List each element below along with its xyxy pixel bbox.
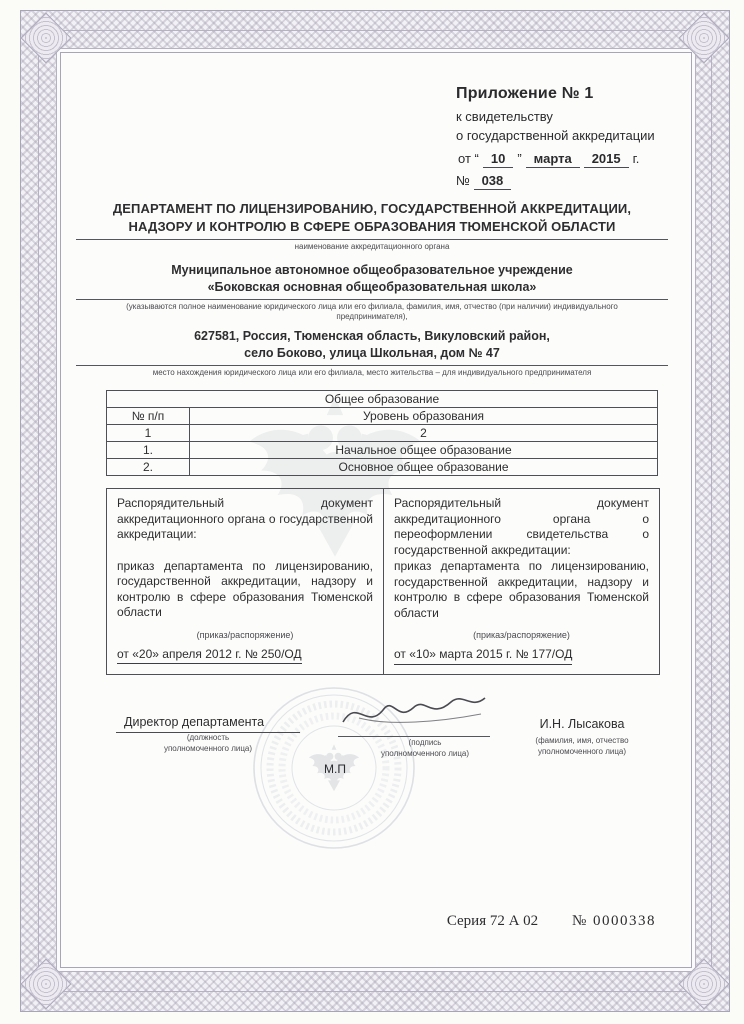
address-line2: село Боково, улица Школьная, дом № 47 bbox=[244, 346, 500, 360]
form-serial-number: № 0000338 bbox=[571, 913, 656, 929]
authority-underline bbox=[76, 239, 668, 240]
order-right-heading: Распорядительный документ аккредитационного органа о переоформлении свидетельства о государственной аккредитации: bbox=[394, 496, 649, 557]
appendix-subtitle-1: к свидетельству bbox=[456, 109, 553, 124]
orders-section bbox=[106, 488, 660, 675]
address-underline bbox=[76, 365, 668, 366]
table-header-npp: № п/п bbox=[107, 408, 190, 425]
table-title: Общее образование bbox=[107, 391, 658, 408]
authority-caption: наименование аккредитационного органа bbox=[294, 242, 450, 251]
accreditation-authority bbox=[58, 200, 686, 252]
date-year: 2015 bbox=[584, 151, 629, 168]
signatory-name-block bbox=[498, 716, 666, 757]
appendix-subtitle-2: о государственной аккредитации bbox=[456, 128, 655, 143]
position-caption-2: уполномоченного лица) bbox=[163, 744, 253, 753]
date-day: 10 bbox=[483, 151, 513, 168]
signature-caption-2: уполномоченного лица) bbox=[380, 749, 470, 758]
order-left-body: приказ департамента по лицензированию, государственной аккредитации, надзору и контролю в сфере образования Тюменской области bbox=[117, 558, 373, 619]
number-value: 038 bbox=[474, 173, 512, 190]
address-block bbox=[58, 328, 686, 378]
appendix-header bbox=[456, 84, 690, 190]
stamp-place-label: М.П bbox=[324, 762, 346, 776]
table-row bbox=[107, 442, 658, 459]
table-row bbox=[107, 459, 658, 476]
order-accreditation-box bbox=[107, 489, 383, 674]
number-label: № bbox=[456, 173, 470, 188]
series-number-line bbox=[0, 913, 656, 930]
address-caption: место нахождения юридического лица или его филиала, место жительства – для индивидуального предпринимателя bbox=[152, 368, 592, 377]
table-row bbox=[107, 425, 658, 442]
name-caption-2: уполномоченного лица) bbox=[537, 747, 627, 756]
table-cell: 1. bbox=[107, 442, 190, 459]
table-header-level: Уровень образования bbox=[190, 408, 658, 425]
name-caption-1: (фамилия, имя, отчество bbox=[535, 736, 629, 745]
order-right-body: приказ департамента по лицензированию, государственной аккредитации, надзору и контролю в сфере образования Тюменской области bbox=[394, 559, 649, 620]
organization-name-line1: Муниципальное автономное общеобразовательное учреждение bbox=[171, 263, 573, 277]
order-left-date: от «20» апреля 2012 г. № 250/ОД bbox=[117, 647, 302, 665]
table-cell: 2 bbox=[190, 425, 658, 442]
date-quote: ” bbox=[517, 151, 522, 166]
order-left-caption: (приказ/распоряжение) bbox=[196, 629, 294, 640]
certificate-date-line bbox=[456, 149, 690, 168]
signatory-name: И.Н. Лысакова bbox=[539, 717, 625, 731]
date-month: марта bbox=[526, 151, 580, 168]
signature-caption-block bbox=[358, 738, 492, 759]
order-reissue-box bbox=[383, 489, 659, 674]
table-header-row bbox=[107, 408, 658, 425]
appendix-title: Приложение № 1 bbox=[456, 85, 594, 102]
organization-caption: (указываются полное наименование юридического лица или его филиала, фамилия, имя, отчество (при наличии) индивидуального предпринимателя), bbox=[126, 302, 618, 321]
date-suffix: г. bbox=[632, 151, 640, 166]
table-cell: 1 bbox=[107, 425, 190, 442]
signatory-position-block bbox=[116, 714, 300, 754]
series-label: Серия 72 А 02 bbox=[446, 913, 539, 929]
signature-caption-1: (подпись bbox=[408, 738, 442, 747]
authority-name-line1: ДЕПАРТАМЕНТ ПО ЛИЦЕНЗИРОВАНИЮ, ГОСУДАРСТВЕННОЙ АККРЕДИТАЦИИ, bbox=[112, 201, 632, 216]
address-line1: 627581, Россия, Тюменская область, Викуловский район, bbox=[194, 329, 550, 343]
order-right-date: от «10» марта 2015 г. № 177/ОД bbox=[394, 647, 572, 665]
education-levels-table bbox=[106, 390, 658, 476]
table-cell: 2. bbox=[107, 459, 190, 476]
table-cell: Начальное общее образование bbox=[190, 442, 658, 459]
date-prefix: от “ bbox=[458, 151, 479, 166]
organization-underline bbox=[76, 299, 668, 300]
position-caption-1: (должность bbox=[186, 733, 230, 742]
authority-name-line2: НАДЗОРУ И КОНТРОЛЮ В СФЕРЕ ОБРАЗОВАНИЯ ТЮМЕНСКОЙ ОБЛАСТИ bbox=[128, 219, 616, 234]
organization-block bbox=[58, 262, 686, 322]
organization-name-line2: «Боковская основная общеобразовательная школа» bbox=[207, 280, 537, 294]
table-title-row bbox=[107, 391, 658, 408]
signature-autograph bbox=[338, 692, 490, 737]
table-cell: Основное общее образование bbox=[190, 459, 658, 476]
order-right-caption: (приказ/распоряжение) bbox=[473, 630, 570, 640]
certificate-number-line bbox=[456, 171, 690, 190]
order-left-heading: Распорядительный документ аккредитационного органа о государственной аккредитации: bbox=[117, 496, 373, 541]
signatory-position: Директор департамента bbox=[124, 715, 265, 729]
